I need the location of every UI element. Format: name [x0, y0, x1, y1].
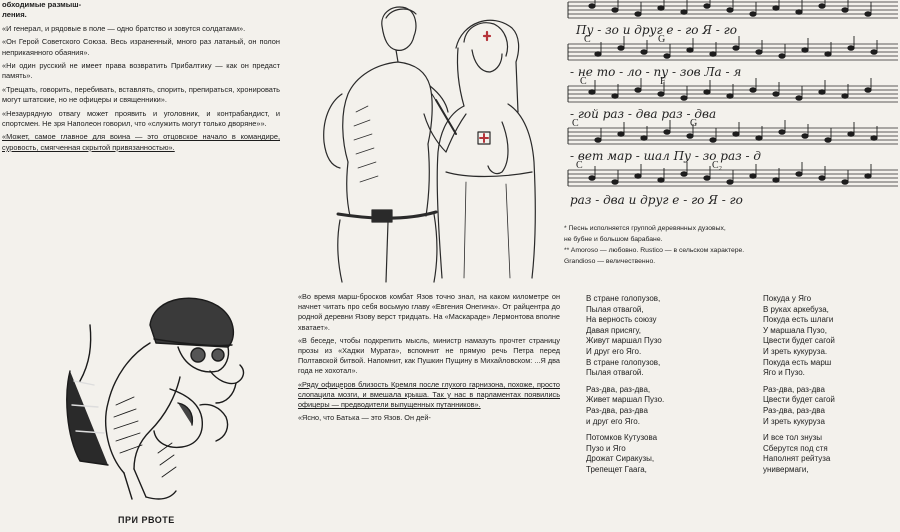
- poem-line: Раз-два, раз-два: [763, 405, 825, 415]
- note-head: [819, 4, 825, 9]
- footnote: не бубне и большом барабане.: [564, 236, 663, 243]
- note-head: [865, 174, 871, 179]
- lyric-line: - вет мар - шал Пу - зо раз - д: [570, 149, 761, 163]
- note-head: [779, 54, 785, 59]
- note-head: [687, 48, 693, 53]
- note-head: [704, 4, 710, 9]
- quote-paragraph: «Ясно, что Батька — это Язов. Он дей-: [298, 413, 431, 423]
- poem-line: Трепещет Гаага,: [586, 464, 647, 474]
- quote-paragraph: «И генерал, и рядовые в поле — одно братство и зовутся солдатами».: [2, 23, 246, 33]
- note-head: [612, 8, 618, 13]
- lyric-line: - гой раз - два раз - два: [570, 107, 717, 121]
- note-head: [664, 130, 670, 135]
- note-head: [865, 12, 871, 17]
- note-head: [704, 90, 710, 95]
- poem-line: И друг его Яго.: [586, 346, 642, 356]
- note-head: [589, 176, 595, 181]
- note-head: [612, 94, 618, 99]
- sheet-music: [562, 0, 900, 222]
- lyric-line: раз - два и друг е - го Я - го: [570, 193, 743, 207]
- note-head: [756, 50, 762, 55]
- poem-line: Раз-два, раз-два: [763, 384, 825, 394]
- poem-line: Живут маршал Пузо: [586, 336, 662, 346]
- note-head: [681, 172, 687, 177]
- note-head: [848, 46, 854, 51]
- note-head: [871, 136, 877, 141]
- note-head: [727, 180, 733, 185]
- poem-line: Дрожат Сиракузы,: [586, 454, 655, 464]
- note-head: [871, 50, 877, 55]
- quote-paragraph: «Он Герой Советского Союза. Весь израненный, много раз латаный, он полон неприкаянного обаяния».: [2, 37, 280, 57]
- note-head: [658, 178, 664, 183]
- article-column-middle: [298, 292, 560, 426]
- chord-label: C: [584, 34, 591, 45]
- chord-label: C: [580, 76, 587, 87]
- poem-line: универмаги,: [763, 464, 809, 474]
- poem-line: Пылая отвагой,: [586, 304, 644, 314]
- note-head: [635, 12, 641, 17]
- poem-line: Давая присягу,: [586, 325, 641, 335]
- poem-column-left: [586, 294, 756, 476]
- note-head: [595, 138, 601, 143]
- chord-label: C: [572, 118, 579, 129]
- note-head: [750, 12, 756, 17]
- poem-line: На верность союзу: [586, 315, 657, 325]
- footnote: Grandioso — величественно.: [564, 258, 656, 265]
- note-head: [704, 176, 710, 181]
- note-head: [756, 136, 762, 141]
- note-head: [819, 90, 825, 95]
- note-head: [750, 88, 756, 93]
- poem-line: Яго и Пузо.: [763, 368, 805, 378]
- quote-paragraph: «Незаурядную отвагу может проявить и уголовник, и контрабандист, и спортсмен. Не зря Наполеон говорил, что «служить могут только дворяне»».: [2, 108, 280, 129]
- note-head: [595, 52, 601, 57]
- note-head: [681, 96, 687, 101]
- note-head: [796, 172, 802, 177]
- poem-line: И зреть кукуруза.: [763, 346, 828, 356]
- note-head: [618, 132, 624, 137]
- lyric-line: - не то - ло - пу - зов Ла - я: [570, 65, 742, 79]
- chord-label: F: [660, 76, 666, 87]
- note-head: [842, 8, 848, 13]
- quote-paragraph: «Ни один русский не имеет права возвратить Прибалтику — как он предаст память».: [2, 61, 280, 81]
- poem-line: Покуда есть шлаги: [763, 315, 834, 325]
- note-head: [773, 6, 779, 11]
- note-head: [802, 134, 808, 139]
- note-head: [710, 138, 716, 143]
- note-head: [825, 138, 831, 143]
- poem-line: У маршала Пузо,: [763, 325, 827, 335]
- quote-paragraph: «Трещать, говорить, перебивать, вставлять, спорить, препираться, хронировать могут штатские, но не офицеры и священники».: [2, 84, 280, 105]
- poem-line: и друг его Яго.: [586, 416, 640, 426]
- quote-paragraph: «Может, самое главное для воина — это отцовское начало в командире, суровость, смягченная скрытой привязанностью».: [2, 132, 280, 152]
- nurse-injection-illustration: [296, 2, 548, 284]
- note-head: [796, 10, 802, 15]
- note-head: [641, 136, 647, 141]
- note-head: [727, 8, 733, 13]
- note-head: [664, 54, 670, 59]
- note-head: [727, 94, 733, 99]
- poem-line: И все тол знузы: [763, 433, 823, 443]
- note-head: [819, 176, 825, 181]
- note-head: [641, 50, 647, 55]
- quote-paragraph: «Во время марш-бросков комбат Язов точно знал, на каком километре он начнет читать про себя восьмую главу «Евгения Онегина». От райцентра до родной деревни Язову верст тридцать. На «Маскараде» Лермонтова вполне хватает».: [298, 292, 560, 332]
- note-head: [618, 46, 624, 51]
- poem-line: Покуда есть марш: [763, 357, 832, 367]
- paragraph-fragment: обходимые размыш- ления.: [2, 0, 82, 20]
- poem-line: Раз-два, раз-два,: [586, 384, 651, 394]
- note-head: [750, 174, 756, 179]
- poem-line: Покуда у Яго: [763, 294, 812, 303]
- chord-label: G: [690, 118, 698, 129]
- note-head: [779, 130, 785, 135]
- poem-line: Пылая отвагой.: [586, 368, 644, 378]
- chord-label: C₂: [712, 160, 723, 171]
- poem-line: Пузо и Яго: [586, 443, 626, 453]
- footnote: ** Amoroso — любовно. Rustico — в сельском характере.: [564, 247, 745, 254]
- note-head: [733, 46, 739, 51]
- chord-label: C: [576, 160, 583, 171]
- poem-line: Живет маршал Пузо.: [586, 395, 665, 405]
- note-head: [848, 132, 854, 137]
- note-head: [773, 92, 779, 97]
- note-head: [658, 92, 664, 97]
- note-head: [865, 88, 871, 93]
- note-head: [710, 52, 716, 57]
- quote-paragraph: «Ряду офицеров близость Кремля после глухого гарнизона, похоже, просто слопацила мозги, и вмешала крыша. Так у нас в парламентах появились офицеры — предводители выпущенных путанников».: [298, 379, 560, 410]
- note-head: [681, 10, 687, 15]
- article-column-left: [2, 0, 280, 156]
- note-head: [658, 6, 664, 11]
- lyric-line: Пу - зо и друг е - го Я - го: [576, 23, 737, 37]
- note-head: [825, 52, 831, 57]
- illustration-caption: ПРИ РВОТЕ: [118, 515, 175, 525]
- score-footnotes: [564, 224, 900, 268]
- note-head: [773, 178, 779, 183]
- poem-line: Потомков Кутузова: [586, 433, 658, 443]
- poem-line: В руках аркебуза,: [763, 304, 829, 314]
- note-head: [612, 180, 618, 185]
- poem-line: Цвести будет сагой: [763, 395, 835, 405]
- poem-line: Раз-два, раз-два: [586, 405, 648, 415]
- poem-line: Сберутся под стя: [763, 443, 828, 453]
- note-head: [796, 96, 802, 101]
- note-head: [635, 174, 641, 179]
- note-head: [802, 48, 808, 53]
- note-head: [687, 134, 693, 139]
- gas-mask-soldier-illustration: [50, 285, 250, 507]
- note-head: [589, 90, 595, 95]
- chord-label: G: [658, 34, 666, 45]
- poem-line: Цвести будет сагой: [763, 336, 835, 346]
- note-head: [589, 4, 595, 9]
- poem-line: В стране голопузов,: [586, 357, 661, 367]
- note-head: [733, 132, 739, 137]
- footnote: * Песнь исполняется группой деревянных дузовых,: [564, 225, 726, 232]
- quote-paragraph: «В беседе, чтобы подкрепить мысль, министр намазуть прочтет страницу прозы из «Хаджи Мурата», вспомнит не прямую речь Петра перед Полтавской битвой. Напомнит, как Пушкин Пущину в Михайловском: ...Я два года не хохотал».: [298, 335, 560, 376]
- poem-line: И зреть кукуруза: [763, 416, 825, 426]
- note-head: [842, 94, 848, 99]
- note-head: [842, 180, 848, 185]
- poem-line: В стране голопузов,: [586, 294, 661, 303]
- poem-column-right: [763, 294, 900, 476]
- poem-line: Наполнят рейтуза: [763, 454, 831, 464]
- note-head: [635, 88, 641, 93]
